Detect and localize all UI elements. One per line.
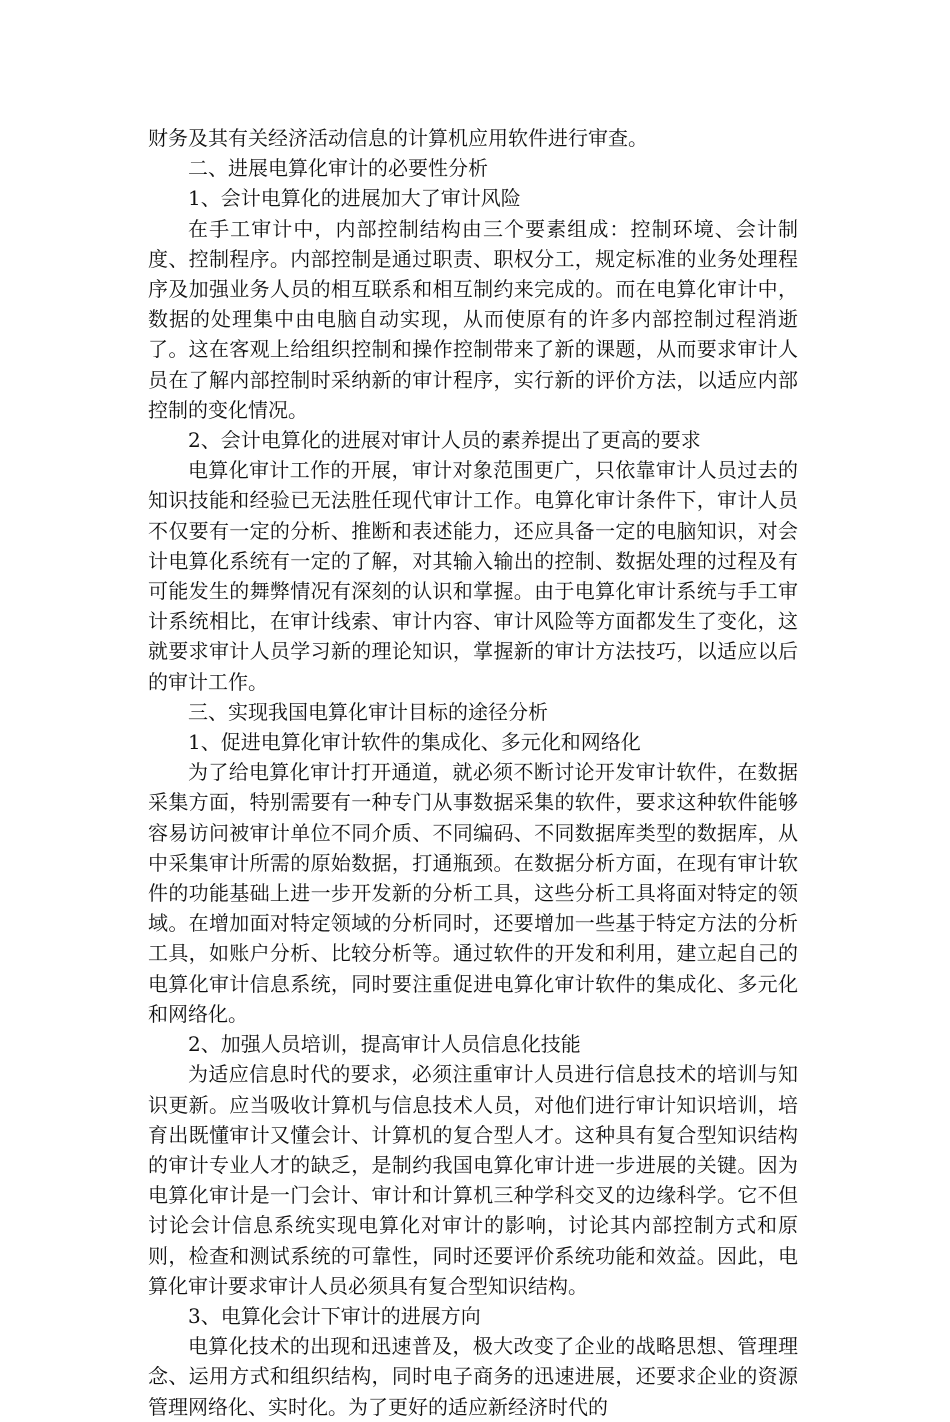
- paragraph-direction: 电算化技术的出现和迅速普及，极大改变了企业的战略思想、管理理念、运用方式和组织结构，同时电子商务的迅速进展，还要求企业的资源管理网络化、实时化。为了更好的适应新经济时代的: [148, 1334, 798, 1419]
- section-heading-approach-analysis: 三、实现我国电算化审计目标的途径分析: [188, 699, 548, 724]
- document-body: [148, 123, 798, 1422]
- subheading-audit-software: 1、促进电算化审计软件的集成化、多元化和网络化: [188, 730, 641, 755]
- paragraph-software-development: 为了给电算化审计打开通道，就必须不断讨论开发审计软件，在数据采集方面，特别需要有一种专门从事数据采集的软件，要求这种软件能够容易访问被审计单位不同介质、不同编码、不同数据库类型的数据库，从中采集审计所需的原始数据，打通瓶颈。在数据分析方面，在现有审计软件的功能基础上进一步开发新的分析工具，这些分析工具将面对特定的领域。在增加面对特定领域的分析同时，还要增加一些基于特定方法的分析工具，如账户分析、比较分析等。通过软件的开发和利用，建立起自己的电算化审计信息系统，同时要注重促进电算化审计软件的集成化、多元化和网络化。: [148, 760, 798, 1026]
- section-heading-necessity-analysis: 二、进展电算化审计的必要性分析: [188, 156, 488, 181]
- paragraph-continuation: 财务及其有关经济活动信息的计算机应用软件进行审查。: [148, 126, 648, 150]
- subheading-development-direction: 3、电算化会计下审计的进展方向: [188, 1303, 481, 1328]
- paragraph-internal-control: 在手工审计中，内部控制结构由三个要素组成：控制环境、会计制度、控制程序。内部控制是通过职责、职权分工，规定标准的业务处理程序及加强业务人员的相互联系和相互制约来完成的。而在电算化审计中，数据的处理集中由电脑自动实现，从而使原有的许多内部控制过程消逝了。这在客观上给组织控制和操作控制带来了新的课题，从而要求审计人员在了解内部控制时采纳新的审计程序，实行新的评价方法，以适应内部控制的变化情况。: [148, 216, 798, 422]
- subheading-audit-risk: 1、会计电算化的进展加大了审计风险: [188, 186, 521, 211]
- subheading-staff-training: 2、加强人员培训，提高审计人员信息化技能: [188, 1032, 581, 1057]
- paragraph-auditor-skills: 电算化审计工作的开展，审计对象范围更广，只依靠审计人员过去的知识技能和经验已无法胜任现代审计工作。电算化审计条件下，审计人员不仅要有一定的分析、推断和表述能力，还应具备一定的电脑知识，对会计电算化系统有一定的了解，对其输入输出的控制、数据处理的过程及有可能发生的舞弊情况有深刻的认识和掌握。由于电算化审计系统与手工审计系统相比，在审计线索、审计内容、审计风险等方面都发生了变化，这就要求审计人员学习新的理论知识，掌握新的审计方法技巧，以适应以后的审计工作。: [148, 458, 798, 694]
- subheading-auditor-quality: 2、会计电算化的进展对审计人员的素养提出了更高的要求: [188, 428, 701, 453]
- paragraph-training: 为适应信息时代的要求，必须注重审计人员进行信息技术的培训与知识更新。应当吸收计算机与信息技术人员，对他们进行审计知识培训，培育出既懂审计又懂会计、计算机的复合型人才。这种具有复合型知识结构的审计专业人才的缺乏，是制约我国电算化审计进一步进展的关键。因为电算化审计是一门会计、审计和计算机三种学科交叉的边缘科学。它不但讨论会计信息系统实现电算化对审计的影响，讨论其内部控制方式和原则，检查和测试系统的可靠性，同时还要评价系统功能和效益。因此，电算化审计要求审计人员必须具有复合型知识结构。: [148, 1062, 798, 1298]
